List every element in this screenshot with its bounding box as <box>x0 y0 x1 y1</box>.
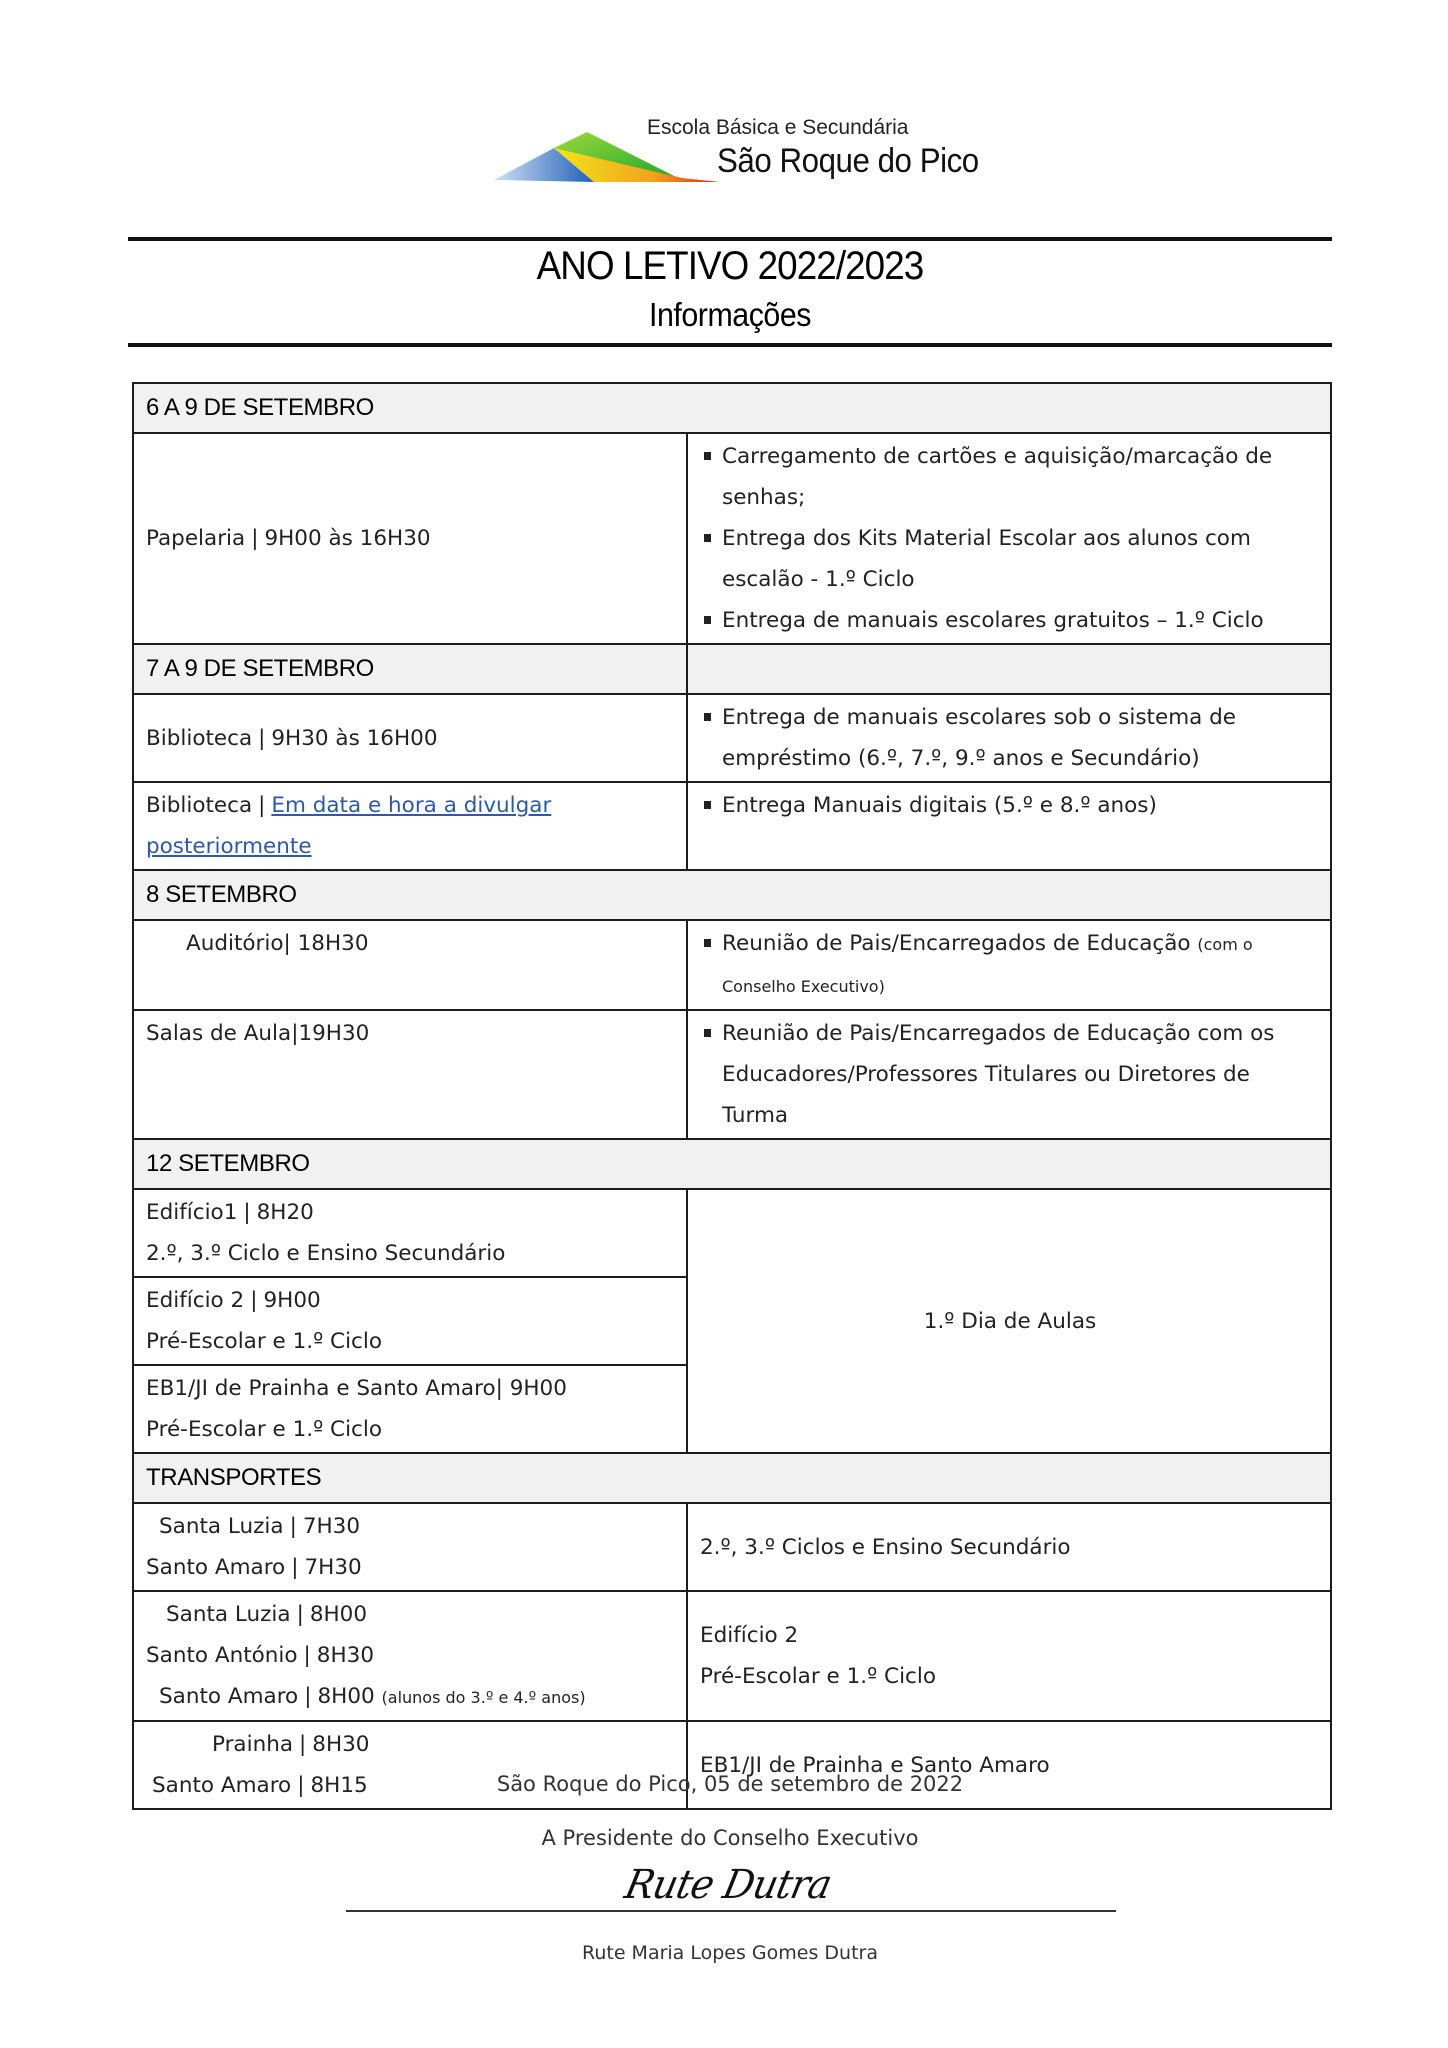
building-name: EB1/JI de Prainha e Santo Amaro <box>146 1376 496 1401</box>
destination-cell <box>687 1503 1331 1591</box>
description-cell <box>687 782 1331 870</box>
location-cell <box>133 920 687 1010</box>
location-name: Biblioteca <box>146 793 253 818</box>
location-time: 9H30 às 16H00 <box>271 725 438 751</box>
building-time: 9H00 <box>509 1376 567 1401</box>
building-time: 8H20 <box>256 1200 314 1225</box>
list-item: Entrega de manuais escolares gratuitos – 1.º Ciclo <box>700 600 1320 641</box>
section-header-row <box>133 1453 1331 1503</box>
bullet-list <box>700 697 1320 779</box>
stop-name: Santo Amaro <box>146 1555 286 1580</box>
building-level: 2.º, 3.º Ciclo e Ensino Secundário <box>146 1241 506 1266</box>
building-level: Pré-Escolar e 1.º Ciclo <box>146 1329 382 1354</box>
building-cell <box>133 1277 687 1365</box>
stop-time: 8H15 <box>310 1773 368 1798</box>
top-rule <box>128 237 1332 241</box>
school-name-line1: Escola Básica e Secundária <box>647 116 909 139</box>
separator: | <box>250 1288 258 1313</box>
building-level: Pré-Escolar e 1.º Ciclo <box>146 1417 382 1442</box>
location-time: 9H00 às 16H30 <box>264 526 431 551</box>
first-day-cell <box>687 1189 1331 1453</box>
section-title: 6 A 9 DE SETEMBRO <box>133 383 1331 433</box>
signature-line <box>346 1910 1116 1912</box>
stop-name: Santa Luzia <box>166 1602 291 1627</box>
location-cell <box>133 694 687 782</box>
building-line <box>146 1280 676 1321</box>
table-row <box>133 920 1331 1010</box>
separator: | <box>251 526 259 551</box>
table-row <box>133 694 1331 782</box>
separator: | <box>289 1514 297 1539</box>
separator: | <box>258 725 266 751</box>
section-title: 12 SETEMBRO <box>133 1139 1331 1189</box>
stop-name: Santa Luzia <box>159 1514 284 1539</box>
schedule-tbd-link[interactable]: Em data e hora a divulgar posteriormente <box>146 793 552 859</box>
description-cell <box>687 920 1331 1010</box>
stop-name: Santo António <box>146 1643 298 1668</box>
list-item: Entrega dos Kits Material Escolar aos alunos com escalão - 1.º Ciclo <box>700 518 1320 600</box>
separator: | <box>304 1684 312 1709</box>
separator: | <box>296 1602 304 1627</box>
page-title: ANO LETIVO 2022/2023 <box>536 244 924 288</box>
description-cell <box>687 433 1331 644</box>
location-time: 19H30 <box>298 1021 370 1046</box>
list-item <box>700 923 1320 1007</box>
separator: | <box>258 793 266 818</box>
table-row <box>133 1591 1331 1721</box>
bus-stop <box>146 1724 676 1765</box>
separator: | <box>243 1200 251 1225</box>
stop-time: 8H30 <box>312 1732 370 1757</box>
stops-cell <box>133 1591 687 1721</box>
separator: | <box>299 1732 307 1757</box>
school-name-line2: São Roque do Pico <box>717 142 979 180</box>
separator: | <box>303 1643 311 1668</box>
location-cell <box>133 1010 687 1139</box>
table-row <box>133 1189 1331 1277</box>
location-name: Biblioteca <box>146 725 253 751</box>
location-name: Papelaria <box>146 526 246 551</box>
building-time: 9H00 <box>263 1288 321 1313</box>
signature: Rute Dutra <box>620 1862 836 1908</box>
first-day-label: 1.º Dia de Aulas <box>923 1308 1097 1334</box>
bullet-list <box>700 923 1320 1007</box>
building-name: Edifício 2 <box>146 1288 245 1313</box>
table-row <box>133 1503 1331 1591</box>
separator: | <box>297 1773 305 1798</box>
schedule-table <box>132 382 1332 1810</box>
destination-line: Edifício 2 <box>700 1623 799 1648</box>
building-name: Edifício1 <box>146 1200 238 1225</box>
list-item-main: Reunião de Pais/Encarregados de Educação <box>722 931 1191 956</box>
signatory-role: A Presidente do Conselho Executivo <box>541 1826 919 1850</box>
list-item-note: (com o Conselho Executivo) <box>722 935 1253 996</box>
stop-note: (alunos do 3.º e 4.º anos) <box>381 1688 586 1707</box>
stop-time: 8H00 <box>309 1602 368 1627</box>
separator: | <box>291 1021 299 1046</box>
separator: | <box>495 1376 503 1401</box>
stops-cell <box>133 1503 687 1591</box>
stop-name: Prainha <box>212 1732 294 1757</box>
section-title: 7 A 9 DE SETEMBRO <box>133 644 687 694</box>
bus-stop <box>146 1506 676 1547</box>
stop-time: 7H30 <box>304 1555 362 1580</box>
section-title: TRANSPORTES <box>133 1453 1331 1503</box>
location-name: Auditório <box>186 931 284 956</box>
stop-name: Santo Amaro <box>152 1773 292 1798</box>
list-item: Carregamento de cartões e aquisição/marcação de senhas; <box>700 436 1320 518</box>
destination-line: EB1/JI de Prainha e Santo Amaro <box>700 1752 1050 1778</box>
section-title: 8 SETEMBRO <box>133 870 1331 920</box>
bullet-list <box>700 785 1320 826</box>
location-cell <box>133 433 687 644</box>
building-line <box>146 1192 676 1233</box>
stop-time: 7H30 <box>302 1514 361 1539</box>
bus-stop <box>146 1547 676 1588</box>
list-item: Reunião de Pais/Encarregados de Educação com os Educadores/Professores Titulares ou Diretores de Turma <box>700 1013 1320 1136</box>
bus-stop <box>146 1594 676 1635</box>
destination-line: Pré-Escolar e 1.º Ciclo <box>700 1664 936 1689</box>
stop-name: Santo Amaro <box>159 1684 299 1709</box>
table-row <box>133 433 1331 644</box>
destination-line: 2.º, 3.º Ciclos e Ensino Secundário <box>700 1534 1071 1560</box>
stop-time: 8H30 <box>316 1643 375 1668</box>
location-cell <box>133 782 687 870</box>
separator: | <box>283 931 291 956</box>
bus-stop <box>146 1635 676 1676</box>
table-row <box>133 782 1331 870</box>
school-logo <box>492 110 979 192</box>
bullet-list <box>700 436 1320 641</box>
building-cell <box>133 1365 687 1453</box>
place-date: São Roque do Pico, 05 de setembro de 2022 <box>496 1772 964 1796</box>
bus-stop <box>146 1676 676 1718</box>
signatory-name: Rute Maria Lopes Gomes Dutra <box>581 1942 878 1964</box>
section-header-row <box>133 644 1331 694</box>
bottom-rule <box>128 343 1332 347</box>
separator: | <box>291 1555 299 1580</box>
list-item: Entrega Manuais digitais (5.º e 8.º anos) <box>700 785 1320 826</box>
location-name: Salas de Aula <box>146 1021 292 1046</box>
bullet-list <box>700 1013 1320 1136</box>
description-cell <box>687 694 1331 782</box>
building-line <box>146 1368 676 1409</box>
list-item: Entrega de manuais escolares sob o sistema de empréstimo (6.º, 7.º, 9.º anos e Secundário) <box>700 697 1320 779</box>
section-header-row <box>133 870 1331 920</box>
section-header-row <box>133 383 1331 433</box>
stop-time: 8H00 <box>317 1684 375 1709</box>
page-subtitle: Informações <box>648 296 812 333</box>
destination-cell <box>687 1591 1331 1721</box>
location-time: 18H30 <box>297 931 369 956</box>
building-cell <box>133 1189 687 1277</box>
section-title-empty <box>687 644 1331 694</box>
table-row <box>133 1010 1331 1139</box>
section-header-row <box>133 1139 1331 1189</box>
description-cell <box>687 1010 1331 1139</box>
